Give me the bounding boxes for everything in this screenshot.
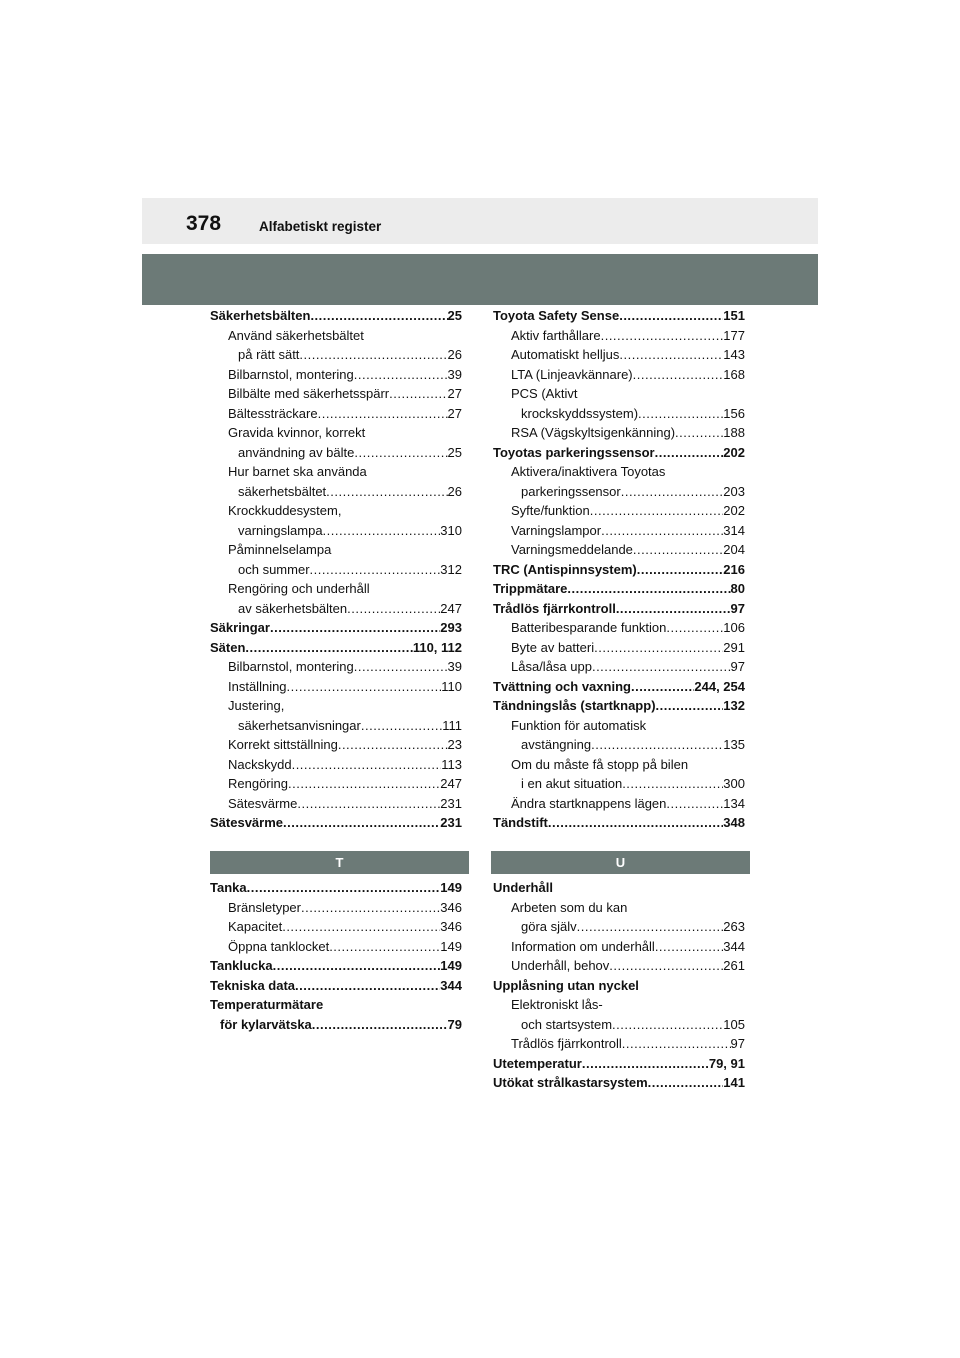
index-entry bbox=[493, 878, 745, 898]
index-entry-page: 261 bbox=[723, 958, 745, 973]
index-entry-term: på rätt sätt bbox=[238, 347, 300, 362]
dot-leader bbox=[609, 956, 723, 976]
index-entry-page: 132 bbox=[723, 698, 745, 713]
index-entry bbox=[493, 618, 745, 638]
index-entry-page: 202 bbox=[723, 503, 745, 518]
dot-leader bbox=[633, 365, 724, 385]
dot-leader bbox=[287, 677, 442, 697]
index-entry-page: 97 bbox=[730, 659, 745, 674]
index-entry-term: Rengöring och underhåll bbox=[228, 581, 370, 596]
index-entry bbox=[210, 540, 462, 560]
dot-leader bbox=[292, 755, 442, 775]
dot-leader bbox=[567, 579, 730, 599]
dot-leader bbox=[622, 774, 723, 794]
index-entry bbox=[210, 443, 462, 463]
index-entry bbox=[493, 423, 745, 443]
index-entry bbox=[210, 735, 462, 755]
dot-leader bbox=[655, 443, 724, 463]
index-entry-term: och summer bbox=[238, 561, 310, 577]
index-entry-page: 291 bbox=[723, 639, 745, 655]
dot-leader bbox=[282, 917, 440, 937]
index-entry bbox=[210, 794, 462, 814]
dot-leader bbox=[338, 735, 448, 755]
index-entry bbox=[493, 404, 745, 424]
index-entry bbox=[493, 384, 745, 404]
index-entry-page: 346 bbox=[440, 899, 462, 915]
index-entry-page: 312 bbox=[440, 561, 462, 577]
index-entry bbox=[210, 696, 462, 716]
dot-leader bbox=[582, 1054, 709, 1074]
index-entry-term: Nackskydd bbox=[228, 756, 292, 772]
dot-leader bbox=[591, 735, 723, 755]
index-entry bbox=[210, 774, 462, 794]
index-entry bbox=[493, 755, 745, 775]
index-entry-term: Batteribesparande funktion bbox=[511, 620, 667, 635]
index-entry-page: 26 bbox=[447, 483, 462, 499]
index-entry bbox=[210, 345, 462, 365]
index-entry-page: 80 bbox=[730, 581, 745, 596]
index-entry bbox=[210, 937, 462, 957]
index-entry-term: Tvättning och vaxning bbox=[493, 678, 631, 694]
section-letter-t: T bbox=[210, 851, 469, 874]
index-entry-term: av säkerhetsbälten bbox=[238, 600, 348, 616]
index-entry-term: Aktiv farthållare bbox=[511, 327, 601, 343]
index-entry bbox=[493, 735, 745, 755]
index-column-right bbox=[493, 306, 745, 833]
dot-leader bbox=[354, 443, 447, 463]
section-letter-u: U bbox=[491, 851, 750, 874]
index-entry-page: 310 bbox=[440, 522, 462, 538]
index-entry bbox=[210, 917, 462, 937]
index-entry-page: 348 bbox=[723, 815, 745, 830]
index-entry-term: Byte av batteri bbox=[511, 639, 595, 655]
index-entry-page: 97 bbox=[730, 1036, 745, 1051]
index-entry bbox=[210, 898, 462, 918]
dot-leader bbox=[666, 794, 723, 814]
index-entry-page: 344 bbox=[723, 938, 745, 954]
index-entry-page: 97 bbox=[730, 600, 745, 616]
index-entry bbox=[210, 462, 462, 482]
index-entry bbox=[493, 540, 745, 560]
index-entry-term: varningslampa bbox=[238, 522, 323, 538]
dot-leader bbox=[548, 813, 723, 833]
index-entry-term: Kapacitet bbox=[228, 919, 283, 934]
dot-leader bbox=[612, 1015, 723, 1035]
section-title: Alfabetiskt register bbox=[259, 219, 382, 234]
index-entry bbox=[210, 482, 462, 502]
index-entry-term: Sätesvärme bbox=[228, 795, 298, 811]
dot-leader bbox=[577, 917, 724, 937]
index-entry bbox=[210, 976, 462, 996]
dot-leader bbox=[299, 345, 447, 365]
index-entry-term: Låsa/låsa upp bbox=[511, 659, 592, 674]
index-entry-page: 23 bbox=[447, 737, 462, 752]
dot-leader bbox=[619, 345, 723, 365]
index-entry-term: Ändra startknappens lägen bbox=[511, 795, 667, 811]
dot-leader bbox=[631, 677, 694, 697]
index-entry-term: Toyotas parkeringssensor bbox=[493, 444, 655, 460]
index-entry-page: 26 bbox=[447, 347, 462, 362]
index-entry-page: 149 bbox=[440, 880, 462, 895]
index-entry-term: användning av bälte bbox=[238, 444, 355, 460]
dot-leader bbox=[323, 521, 441, 541]
index-entry-page: 151 bbox=[723, 308, 745, 323]
index-entry-page: 143 bbox=[723, 347, 745, 362]
index-entry-term: Säkerhetsbälten bbox=[210, 308, 311, 323]
index-entry bbox=[493, 462, 745, 482]
index-entry-page: 293 bbox=[440, 620, 462, 635]
dot-leader bbox=[655, 937, 723, 957]
index-entry bbox=[210, 755, 462, 775]
index-entry bbox=[210, 618, 462, 638]
index-entry-page: 149 bbox=[440, 958, 462, 973]
index-entry bbox=[493, 995, 745, 1015]
index-entry bbox=[493, 937, 745, 957]
index-entry-term: parkeringssensor bbox=[521, 483, 621, 499]
dot-leader bbox=[666, 618, 723, 638]
index-entry-term: i en akut situation bbox=[521, 776, 623, 791]
index-entry-term: Bilbarnstol, montering bbox=[228, 366, 354, 382]
index-entry-term: Inställning bbox=[228, 678, 287, 694]
dot-leader bbox=[592, 657, 731, 677]
index-entry-term: Funktion för automatisk bbox=[511, 717, 647, 733]
index-entry-page: 156 bbox=[723, 405, 745, 421]
dot-leader bbox=[283, 813, 440, 833]
index-entry bbox=[493, 1034, 745, 1054]
index-entry bbox=[493, 482, 745, 502]
index-entry-page: 344 bbox=[440, 977, 462, 993]
index-entry-term: Tändstift bbox=[493, 815, 548, 830]
index-entry-term: Automatiskt helljus bbox=[511, 347, 620, 362]
index-entry-term: Syfte/funktion bbox=[511, 503, 590, 518]
dot-leader bbox=[318, 404, 448, 424]
index-entry bbox=[210, 404, 462, 424]
index-entry bbox=[493, 774, 745, 794]
index-entry-term: Toyota Safety Sense bbox=[493, 308, 620, 323]
index-entry-term: Öppna tanklocket bbox=[228, 938, 330, 954]
index-entry bbox=[210, 1015, 462, 1035]
index-entry bbox=[210, 521, 462, 541]
dot-leader bbox=[329, 937, 440, 957]
dot-leader bbox=[619, 306, 723, 326]
index-entry bbox=[493, 976, 745, 996]
page-number: 378 bbox=[186, 212, 222, 235]
index-entry-page: 79, 91 bbox=[708, 1055, 745, 1071]
index-entry-term: avstängning bbox=[521, 737, 592, 752]
index-entry bbox=[493, 1054, 745, 1074]
index-entry-page: 216 bbox=[723, 561, 745, 577]
index-entry bbox=[210, 560, 462, 580]
dot-leader bbox=[347, 599, 440, 619]
index-entry bbox=[210, 813, 462, 833]
index-entry-page: 106 bbox=[723, 620, 745, 635]
index-entry-page: 149 bbox=[440, 938, 462, 954]
index-entry-term: TRC (Antispinnsystem) bbox=[493, 561, 637, 577]
dot-leader bbox=[638, 404, 723, 424]
dot-leader bbox=[648, 1073, 724, 1093]
index-entry-term: Bältessträckare bbox=[228, 405, 318, 421]
index-entry bbox=[493, 560, 745, 580]
index-entry-page: 113 bbox=[441, 756, 462, 772]
index-entry-term: Hur barnet ska använda bbox=[228, 464, 367, 479]
index-entry-term: Korrekt sittställning bbox=[228, 737, 338, 752]
index-entry-page: 168 bbox=[723, 366, 745, 382]
index-entry-term: Varningsmeddelande bbox=[511, 542, 633, 557]
index-entry bbox=[210, 384, 462, 404]
index-entry-page: 110 bbox=[441, 678, 462, 694]
index-entry-page: 25 bbox=[447, 444, 462, 460]
index-entry bbox=[493, 579, 745, 599]
index-entry-term: Säkringar bbox=[210, 620, 270, 635]
index-entry-term: Om du måste få stopp på bilen bbox=[511, 756, 689, 772]
index-entry-term: Sätesvärme bbox=[210, 815, 283, 830]
index-entry bbox=[210, 657, 462, 677]
index-entry-page: 79 bbox=[447, 1016, 462, 1032]
dot-leader bbox=[616, 599, 731, 619]
dot-leader bbox=[389, 384, 447, 404]
index-entry-term: Temperaturmätare bbox=[210, 997, 324, 1012]
index-entry-term: säkerhetsbältet bbox=[238, 483, 327, 499]
index-entry-page: 177 bbox=[723, 327, 745, 343]
dot-leader bbox=[326, 482, 447, 502]
index-entry-term: Justering, bbox=[228, 698, 285, 713]
index-entry-term: Tanklucka bbox=[210, 958, 273, 973]
dot-leader bbox=[247, 878, 441, 898]
dot-leader bbox=[601, 521, 723, 541]
index-entry bbox=[493, 638, 745, 658]
index-entry-page: 314 bbox=[723, 522, 745, 538]
index-entry bbox=[210, 423, 462, 443]
index-entry bbox=[493, 813, 745, 833]
index-entry-page: 244, 254 bbox=[694, 678, 745, 694]
dot-leader bbox=[273, 956, 441, 976]
index-entry-page: 188 bbox=[723, 425, 745, 440]
index-entry bbox=[493, 501, 745, 521]
index-entry-page: 27 bbox=[447, 405, 462, 421]
index-entry-page: 231 bbox=[440, 795, 462, 811]
index-entry-term: Gravida kvinnor, korrekt bbox=[228, 425, 366, 440]
index-entry bbox=[210, 638, 462, 658]
index-entry bbox=[210, 365, 462, 385]
dot-leader bbox=[633, 540, 723, 560]
index-entry-term: Krockkuddesystem, bbox=[228, 503, 342, 518]
index-entry bbox=[210, 878, 462, 898]
index-entry-term: PCS (Aktivt bbox=[511, 386, 578, 401]
index-entry-page: 263 bbox=[723, 919, 745, 934]
index-entry-term: Rengöring bbox=[228, 776, 288, 791]
index-entry-page: 27 bbox=[447, 386, 462, 401]
index-entry bbox=[493, 657, 745, 677]
index-entry-term: säkerhetsanvisningar bbox=[238, 717, 361, 733]
dot-leader bbox=[675, 423, 723, 443]
index-entry bbox=[210, 995, 462, 1015]
dot-leader bbox=[354, 657, 448, 677]
index-entry bbox=[493, 794, 745, 814]
index-entry bbox=[493, 326, 745, 346]
dot-leader bbox=[288, 774, 440, 794]
index-entry-term: Aktivera/inaktivera Toyotas bbox=[511, 464, 666, 479]
index-column-u bbox=[493, 878, 745, 1093]
index-entry-term: RSA (Vägskyltsigenkänning) bbox=[511, 425, 676, 440]
index-entry-term: Trippmätare bbox=[493, 581, 568, 596]
index-column-t bbox=[210, 878, 462, 1034]
index-entry bbox=[493, 345, 745, 365]
index-entry-term: Underhåll, behov bbox=[511, 958, 610, 973]
index-entry-page: 300 bbox=[723, 776, 745, 791]
index-entry bbox=[210, 599, 462, 619]
dot-leader bbox=[361, 716, 442, 736]
index-entry-page: 204 bbox=[723, 542, 745, 557]
index-entry-page: 202 bbox=[723, 444, 745, 460]
index-entry bbox=[493, 1073, 745, 1093]
dot-leader bbox=[656, 696, 724, 716]
index-entry bbox=[493, 1015, 745, 1035]
index-entry-term: Varningslampor bbox=[511, 522, 602, 538]
index-entry bbox=[493, 677, 745, 697]
dot-leader bbox=[310, 306, 447, 326]
index-entry-term: göra själv bbox=[521, 919, 577, 934]
dot-leader bbox=[270, 618, 440, 638]
index-entry-page: 105 bbox=[723, 1016, 745, 1032]
dot-leader bbox=[297, 794, 440, 814]
index-entry-page: 39 bbox=[447, 659, 462, 674]
index-entry-term: Utetemperatur bbox=[493, 1055, 582, 1071]
index-entry bbox=[493, 696, 745, 716]
dot-leader bbox=[601, 326, 724, 346]
index-entry-page: 247 bbox=[440, 776, 462, 791]
index-entry-term: Tanka bbox=[210, 880, 247, 895]
index-entry-page: 110, 112 bbox=[412, 639, 462, 655]
index-entry-term: Använd säkerhetsbältet bbox=[228, 327, 364, 343]
index-entry bbox=[493, 306, 745, 326]
index-entry bbox=[210, 677, 462, 697]
index-entry-page: 203 bbox=[723, 483, 745, 499]
index-column-left bbox=[210, 306, 462, 833]
dot-leader bbox=[301, 898, 440, 918]
index-entry bbox=[493, 917, 745, 937]
index-entry bbox=[210, 326, 462, 346]
index-entry-page: 134 bbox=[723, 795, 745, 811]
index-entry bbox=[493, 716, 745, 736]
index-entry bbox=[493, 898, 745, 918]
index-entry-page: 231 bbox=[440, 815, 462, 830]
index-entry-term: Trådlös fjärrkontroll bbox=[493, 600, 616, 616]
index-entry bbox=[493, 365, 745, 385]
index-entry bbox=[210, 501, 462, 521]
index-entry-term: och startsystem bbox=[521, 1016, 613, 1032]
index-entry bbox=[210, 716, 462, 736]
index-entry bbox=[493, 443, 745, 463]
dot-leader bbox=[621, 482, 724, 502]
index-entry-term: Tekniska data bbox=[210, 977, 296, 993]
header-color-band bbox=[142, 254, 818, 305]
index-entry-page: 346 bbox=[440, 919, 462, 934]
index-entry bbox=[493, 521, 745, 541]
index-entry-term: Trådlös fjärrkontroll bbox=[511, 1036, 622, 1051]
index-entry-page: 135 bbox=[723, 737, 745, 752]
dot-leader bbox=[245, 638, 412, 658]
index-entry-term: Upplåsning utan nyckel bbox=[493, 977, 639, 993]
index-entry-term: Säten bbox=[210, 639, 246, 655]
index-entry bbox=[210, 956, 462, 976]
index-entry bbox=[493, 956, 745, 976]
dot-leader bbox=[310, 560, 441, 580]
dot-leader bbox=[354, 365, 448, 385]
dot-leader bbox=[295, 976, 440, 996]
index-entry-term: Underhåll bbox=[493, 880, 553, 895]
index-entry-page: 111 bbox=[442, 717, 462, 733]
index-entry bbox=[210, 306, 462, 326]
index-entry-term: krockskyddssystem) bbox=[521, 405, 639, 421]
dot-leader bbox=[590, 501, 724, 521]
dot-leader bbox=[312, 1015, 448, 1035]
index-entry-term: för kylarvätska bbox=[220, 1016, 312, 1032]
index-entry-term: Påminnelselampa bbox=[228, 542, 332, 557]
index-entry-term: Tändningslås (startknapp) bbox=[493, 698, 656, 713]
index-entry-term: LTA (Linjeavkännare) bbox=[511, 366, 633, 382]
dot-leader bbox=[622, 1034, 731, 1054]
index-entry-term: Elektroniskt lås- bbox=[511, 997, 603, 1012]
index-entry bbox=[493, 599, 745, 619]
dot-leader bbox=[637, 560, 724, 580]
index-entry bbox=[210, 579, 462, 599]
index-entry-term: Information om underhåll bbox=[511, 938, 655, 954]
index-entry-term: Utökat strålkastarsystem bbox=[493, 1075, 648, 1090]
index-entry-term: Arbeten som du kan bbox=[511, 899, 628, 915]
index-entry-term: Bränsletyper bbox=[228, 899, 301, 915]
dot-leader bbox=[594, 638, 723, 658]
index-entry-term: Bilbälte med säkerhetsspärr bbox=[228, 386, 390, 401]
index-entry-term: Bilbarnstol, montering bbox=[228, 659, 354, 674]
index-entry-page: 25 bbox=[447, 308, 462, 323]
header-top-band bbox=[142, 198, 818, 244]
index-entry-page: 141 bbox=[723, 1075, 745, 1090]
index-entry-page: 39 bbox=[447, 366, 462, 382]
index-entry-page: 247 bbox=[440, 600, 462, 616]
